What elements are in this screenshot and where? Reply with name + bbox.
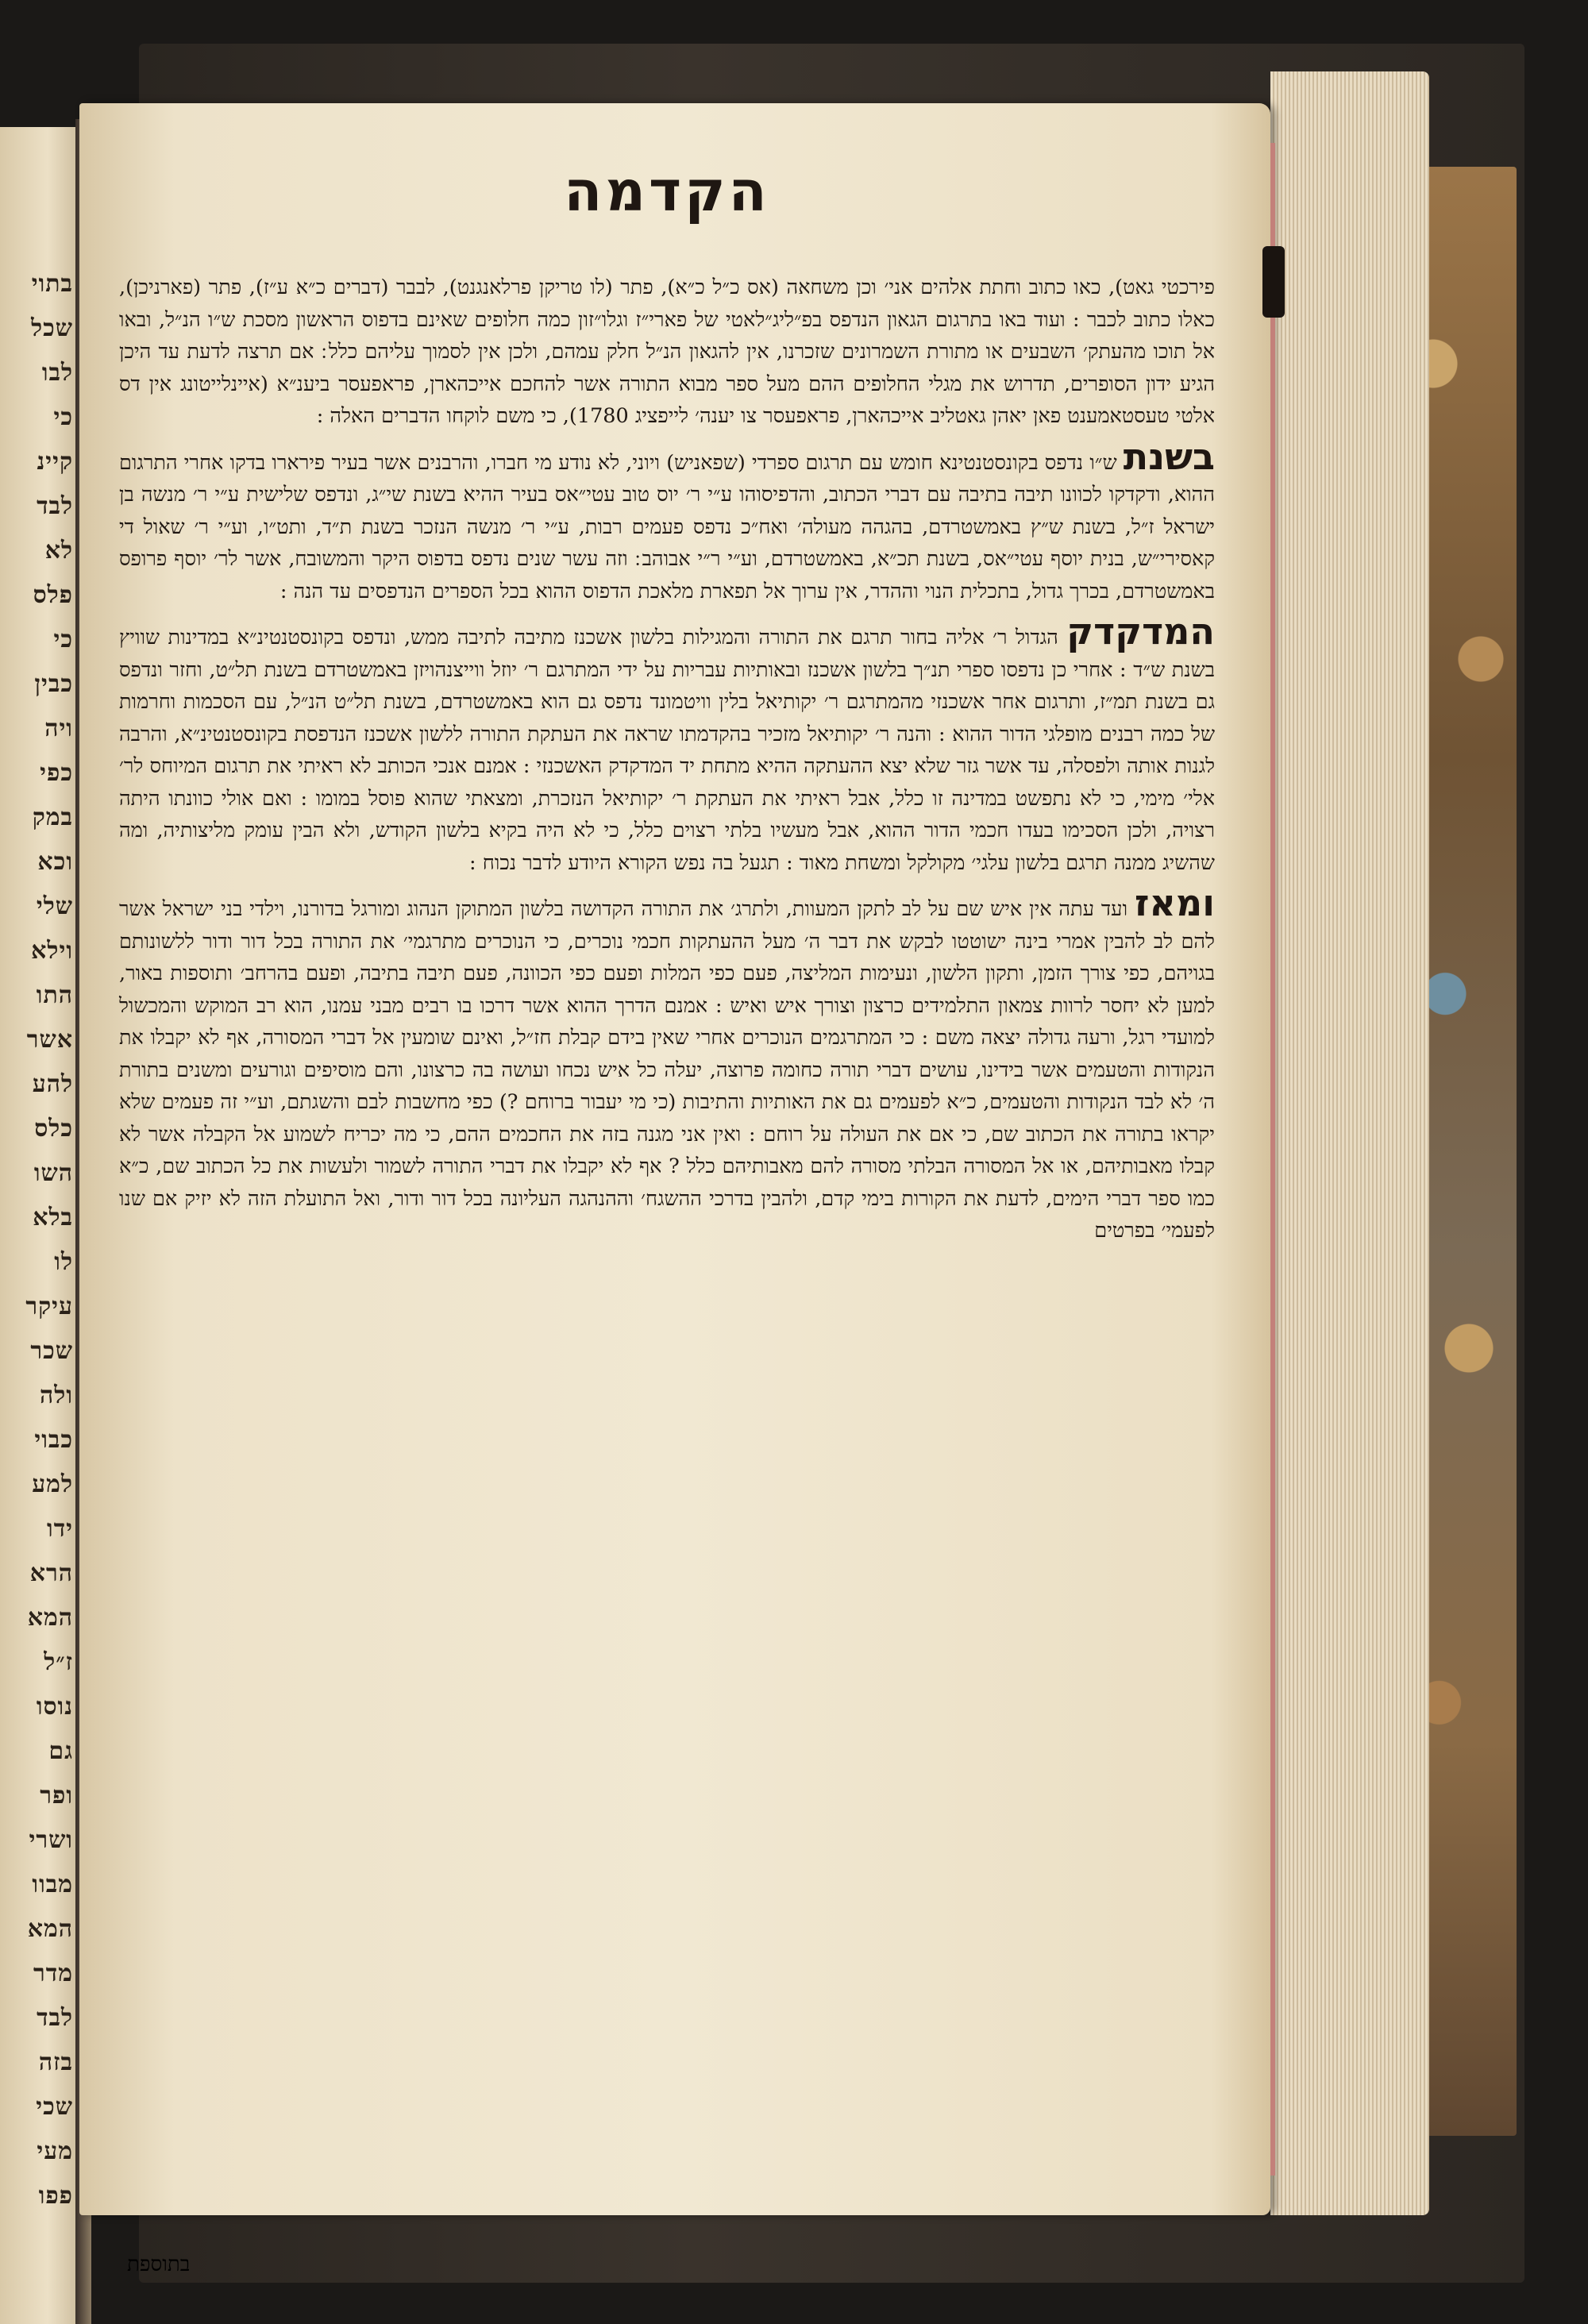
previous-page-word: לבד [37,2004,73,2032]
paragraph-text: הגדול ר׳ אליה בחור תרגם את התורה והמגילות בלשון אשכנז מתיבה לתיבה ממש, ונדפס בקונסטנטינ״א במדינות שוויץ בשנת ש״ד : אחרי כן נדפסו ספרי תנ״ך בלשון אשכנז ובאותיות עבריות על ידי המתרגם ר׳ יוזל ווייצנהויזן באמשטרדם בשנת תל״ט, וחזר ונדפס גם בשנת תמ״ז, ותרגום אחר אשכנזי מהמתרגם ר׳ יקותיאל בלין וויטמונד נדפס גם הוא באמשטרדם, בשנת תל״ט הנ״ל, עם הסכמות וחרמות של כמה רבנים מופלגי הדור ההוא : והנה ר׳ יקותיאל מזכיר בהקדמתו שראה את העתקת התורה ללשון אשכנז הנדפסת בקונסטנטינ״א, והרבה לגנות אותה ולפסלה, עד אשר גזר שלא יצא ההעתקה ההיא מתחת יד המדקדק האשכנזי : אמנם אנכי הכותב לא ראיתי את תרגום המיוחס לר׳ אלי׳ מימי, כי לא נתפשט במדינה זו כלל, אבל ראיתי את העתקת ר׳ יקותיאל הנזכרת, ומצאתי שהוא פוסל במומו : ואם אולי כוונתו היתה רצויה, ולכן הסכימו בעדו חכמי הדור ההוא, אבל מעשיו בלתי רצוים כלל, כי לא היה בקיא בלשון הקודש, ולא הבין עומק מליצותיה, ומה שהשיג ממנה תרגם בלשון עלגי׳ מקולקל ומשחת מאוד : תגעל בה נפש הקורא היודע לדבר נכוח : [119,626,1215,875]
previous-page-word: לו [54,1248,73,1276]
previous-page-word: בלא [33,1204,73,1231]
previous-page-word: מדר [33,1960,73,1987]
previous-page-word: שלי [36,892,73,920]
paragraph-1 [119,272,1215,433]
previous-page-word: כבין [34,670,73,698]
paragraph-text: ש״ו נדפס בקונסטנטינא חומש עם תרגום ספרדי (שפאניש) ויוני, לא נודע מי חברו, והרבנים אשר בעיר פירארו בדקו אחרי התרגום ההוא, ודקדקו לכוונו תיבה בתיבה עם דברי הכתוב, והדפיסוהו ע״י ר׳ יוס טוב עטי״אס בעיר ההיא בשנת שי״ג, ונדפס שלישית ע״י ר׳ מנשה בן ישראל ז״ל, בשנת ש״ץ באמשטרדם, בהגהה מעולה׳ ואח״כ נדפס פעמים רבות, ע״י ר׳ מנשה הנזכר בשנת ת״ד, ותט״ו, וע״י ר׳ שאול די קאסירי״ש, בנית יוסף עטי״אס, בשנת תכ״א, באמשטרדם, וע״י ר״י אבוהב ׃ וזה עשר שנים נדפס בדפוס היקר והמשובח, אשר לר׳ יוסף פרופס באמשטרדם, בכרך גדול, בתכלית הנוי וההדר, אין ערוך אל תפארת מלאכת הדפוס ההוא בכל הספרים הנדפסים עד הנה : [119,450,1215,603]
previous-page-word: עיקר [25,1293,73,1320]
page-stack-edges [1270,71,1429,2215]
previous-page-word: לבד [37,492,73,520]
previous-page-word: כי [53,626,73,653]
previous-page-word: כבוי [34,1426,73,1454]
previous-page-word: במק [32,804,73,831]
previous-page-word: וכא [37,848,73,876]
previous-page-word: כפי [40,759,73,787]
previous-page-word: נוסו [36,1693,73,1721]
previous-page-word: בתוי [31,270,73,298]
previous-page-word: ופר [40,1782,73,1809]
page-title: הקדמה [564,159,770,224]
paragraph-text: פירכטי גאט), כאו כתוב וחתת אלהים אני׳ וכן משחאה (אס כ״ל כ״א), פתר (לו טריקן פרלאנגנט), לבבר (דברים כ״א ע״ז), פתר (פארניכן), כאלו כתוב לכבר : ועוד באו בתרגום הגאון הנדפס בפ״ליג״לאטי של פארי״ז וגלו״זון כמה חלופים שאינם בדפוס הראשון מסכת ש״ו הנ״ל, ובאו אל תוכו מהעתק׳ השבעים או מתורת השמרונים שזכרנו, אין להגאון הנ״ל חלק עמהם, ולכן אין לסמוך עליהם כלל ׃ אם תרצה לדעת עד היכן הגיע ידון הסופרים, תדרוש את מגלי החלופים ההם מעל ספר מבוא התורה אשר להחכם אייכהארן, פראפעסר ביענ״א (איינלייטונג אין דס אלטי טעסטאמענט פאן יאהן גאטליב אייכהארן, פראפעסר צו יענה׳ לייפציג 1780), כי משם לוקחו הדברים האלה : [119,276,1215,428]
paragraph-3 [119,610,1216,879]
previous-page-word: השו [33,1159,73,1187]
previous-page-word: שכר [30,1337,73,1365]
previous-page-word: כי [53,403,73,431]
previous-page-word: המא [27,1915,73,1943]
page-text [119,159,1215,2168]
paragraph-head: ומאז [1135,881,1215,924]
previous-page-word: לבו [41,359,73,387]
paragraph-text: ועד עתה אין איש שם על לב לתקן המעוות, ולתרג׳ את התורה הקדושה בלשון המתוקן הנהוג ומורגל בדורנו, וילדי בני ישראל אשר להם לב להבין אמרי בינה ישוטטו לבקש את דבר ה׳ מעל ההעתקות חכמי נוכרים, כי הנוכרים מתרגמי׳ את התורה בכל דור ודור ללשונותם בגויהם, כפי צורך הזמן, ותקון הלשון, ונעימות המליצה, פעם כפי המלות ופעם כפי הכוונה, פעם תיבה בתיבה, ופעם בהרחב׳ ותוספות באור, למען לא יחסר לרוות צמאון התלמידים כרצון וצורך איש ואיש : אמנם הדרך ההוא אשר דרכו בו רבים מבני עמנו, הוא רב המוקש והמכשול למועדי רגל, ורעה גדולה יצאה משם : כי המתרגמים הנוכרים אחרי שאין בידם קבלת חז״ל, ואינם שומעין אל דברי המסורה, אף לא יקבלו את הנקודות והטעמים אשר בידינו, עושים דברי תורה כחומה פרוצה, יעלה כל איש נכחו ועושה בה כרצונו, והם מוסיפים וגורעים ומשנים בתורת ה׳ לא לבד הנקודות והטעמים, כ״א לפעמים גם את האותיות והתיבות (כי מי יעבור ברוחם ?) כפי מחשבות לבם והשגתם, וע״י זה פעמים שלא יקראו בתורה את הכתוב שם, כי אם את העולה על רוחם : ואין אני מגנה בזה את החכמים ההם, כי מה יכריח לשמוע אל הקבלה אשר לא קבלו מאבותיהם, או אל המסורה הבלתי מסורה להם מאבותיהם כלל ? אף לא יקבלו את דברי התורה לשמור ולעשות את כל הכתוב שם, כ״א כמו ספר דברי הימים, לדעת את הקורות בימי קדם, ולהבין בדרכי ההשגח׳ וההנהגה העליונה בכל דור ודור, ואל התועלת הזה לא יזיק אם שנו לפעמי׳ בפרטים [119,897,1215,1243]
previous-page-word: כלס [34,1115,73,1143]
previous-page-word: קיינ [37,448,73,476]
previous-page-word: אשר [26,1026,73,1054]
previous-page-word: גם [48,1737,73,1765]
previous-page-word: להע [32,1070,73,1098]
previous-page-word: שכל [31,314,73,342]
previous-page-word: פלס [33,581,73,609]
previous-page-word: למע [32,1470,73,1498]
red-page-edge [1270,143,1275,2176]
previous-page-word: שכי [36,2093,73,2121]
previous-page-fragment [0,127,79,2324]
previous-page-word: ידו [47,1515,73,1543]
previous-page-word: ויה [44,715,73,742]
previous-page-word: ז״ל [44,1648,73,1676]
previous-page-word: פפו [38,2182,73,2210]
previous-page-word: ושרי [29,1826,73,1854]
previous-page-word: בזה [38,2048,73,2076]
previous-page-word: המא [27,1604,73,1632]
previous-page-word: התו [36,981,73,1009]
paragraph-head: בשנת [1123,434,1215,478]
previous-page-word: לא [44,537,73,565]
ink-blot [1262,246,1285,318]
previous-page-word: וילא [31,937,73,965]
previous-page-word: הרא [29,1559,73,1587]
paragraph-head: המדקדק [1066,610,1216,653]
paragraph-4 [119,881,1215,1247]
previous-page-word: מעי [37,2137,73,2165]
catchword: בתוספת [127,2253,191,2276]
paragraph-2 [119,434,1215,608]
previous-page-word: מבוו [32,1871,73,1898]
previous-page-word: ולה [40,1382,73,1409]
